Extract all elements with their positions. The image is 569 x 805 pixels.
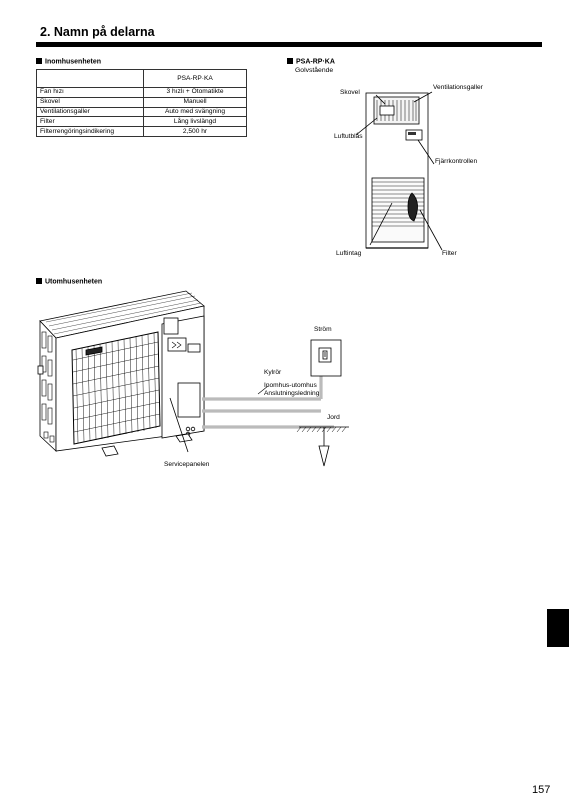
label-strom: Ström <box>314 326 332 333</box>
label-fjarrkontrollen: Fjärrkontrollen <box>435 158 478 165</box>
page-number: 157 <box>532 784 551 796</box>
label-luftintag: Luftintag <box>336 250 362 257</box>
outdoor-section-title-text: Utomhusenheten <box>45 278 103 286</box>
spec-table-empty-cell <box>37 70 144 88</box>
label-skovel: Skovel <box>340 89 360 96</box>
label-luftutblas: Luftutblås <box>334 133 363 140</box>
spec-table <box>36 69 247 137</box>
row-value: Manuell <box>144 97 247 107</box>
row-label: Skovel <box>37 97 144 107</box>
indoor-unit-illustration <box>330 80 500 260</box>
spec-table-header-row <box>37 70 247 88</box>
table-row <box>37 97 247 107</box>
label-servicepanelen: Servicepanelen <box>164 461 210 468</box>
label-kylror: Kylrör <box>264 369 282 376</box>
indoor-figure-model: PSA-RP·KA <box>296 58 335 66</box>
row-label: Fan hızı <box>37 88 144 98</box>
indoor-figure-subtitle: Golvstående <box>295 67 334 74</box>
row-value: Lång livslängd <box>144 117 247 127</box>
row-value: Auto med svängning <box>144 107 247 117</box>
heading-rule <box>36 42 542 47</box>
row-label: Ventilationsgaller <box>37 107 144 117</box>
square-bullet-icon <box>36 58 42 64</box>
indoor-section-title <box>36 58 101 66</box>
label-ventilationsgaller: Ventilationsgaller <box>433 84 483 91</box>
table-row <box>37 107 247 117</box>
page-heading: 2. Namn på delarna <box>40 25 155 39</box>
row-value: 3 hızlı + Otomatikte <box>144 88 247 98</box>
square-bullet-icon <box>36 278 42 284</box>
outdoor-section-title <box>36 278 102 286</box>
table-row <box>37 88 247 98</box>
row-value: 2,500 hr <box>144 127 247 137</box>
spec-table-model-header: PSA-RP·KA <box>144 70 247 88</box>
label-anslutning-line2: Anslutningsledning <box>264 390 320 397</box>
label-anslutning-line1: Inomhus-utomhus <box>264 382 317 389</box>
indoor-section-title-text: Inomhusenheten <box>45 58 102 66</box>
square-bullet-icon <box>287 58 293 64</box>
label-jord: Jord <box>327 414 340 421</box>
row-label: Filter <box>37 117 144 127</box>
indoor-figure-title <box>287 58 335 66</box>
table-row <box>37 127 247 137</box>
outdoor-unit-illustration <box>36 286 356 470</box>
chapter-tab-marker <box>547 609 569 647</box>
row-label: Filterrengöringsindikering <box>37 127 144 137</box>
table-row <box>37 117 247 127</box>
label-filter: Filter <box>442 250 457 257</box>
